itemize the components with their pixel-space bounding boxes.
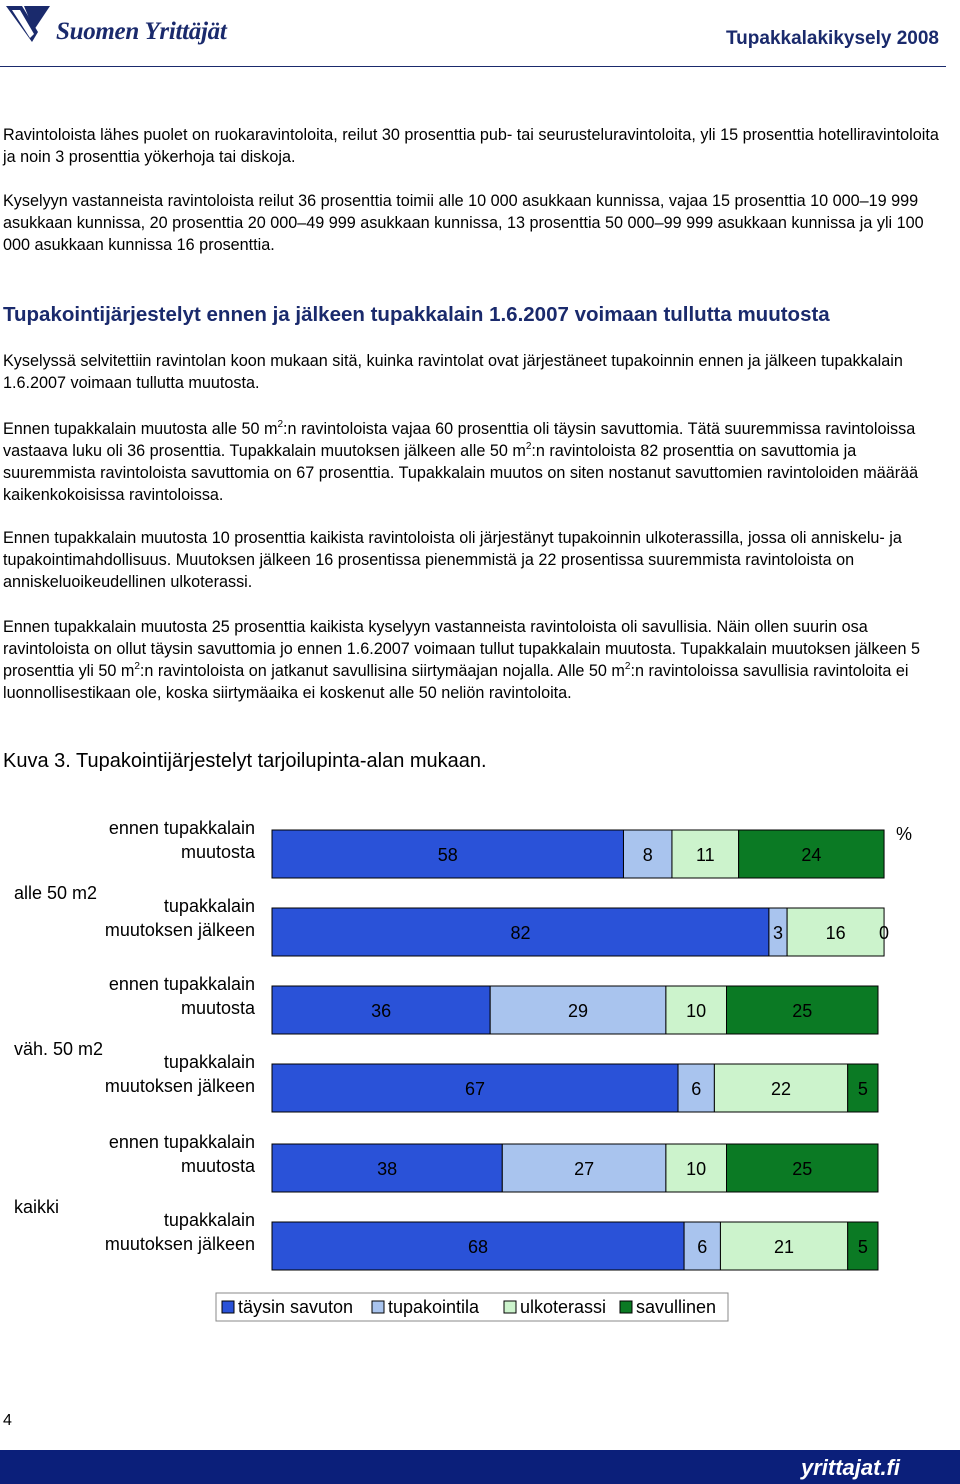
paragraph-3: Kyselyssä selvitettiin ravintolan koon mukaan sitä, kuinka ravintolat ovat järjestäneet tupakoinnin ennen ja jälkeen tupakkalain 1.6.2007 voimaan tullutta muutosta. — [3, 352, 903, 392]
data-label: 29 — [568, 1001, 589, 1021]
paragraph-4: Ennen tupakkalain muutosta alle 50 $m^2:n$ ravintoloista vajaa 60 prosenttia oli täysin savuttomia. Tätä suuremmissa ravintoloissa vastaava luku oli 36 prosenttia. Tupakkalain muutoksen jälkeen alle 50 $m^2:n$ ravintoloista 82 prosenttia on savuttomia ja suuremmista ravintoloista savuttomia on 67 prosenttia. Tupakkalain muutos on siten nostanut savuttomien ravintoloiden määrää kaikenkokoisissa ravintoloissa. — [3, 419, 919, 504]
legend-label: tupakointila — [388, 1297, 480, 1317]
data-label: 0 — [879, 923, 890, 943]
row-label: muutoksen jälkeen — [104, 1076, 255, 1096]
paragraph-1: Ravintoloista lähes puolet on ruokaravintoloita, reilut 30 prosenttia pub- tai seurusteluravintoloita, yli 15 prosenttia hotelliravintoloita ja noin 3 prosenttia yökerhoja tai diskoja. — [3, 126, 939, 166]
data-label: 6 — [691, 1079, 702, 1099]
data-label: 5 — [857, 1079, 868, 1099]
group-label: kaikki — [14, 1197, 60, 1217]
legend-swatch — [222, 1301, 234, 1313]
data-label: 38 — [377, 1159, 398, 1179]
footer-bar — [0, 1450, 960, 1484]
percent-unit-label: % — [896, 824, 913, 844]
data-label: 8 — [642, 845, 653, 865]
data-label: 16 — [825, 923, 846, 943]
data-label: 3 — [773, 923, 784, 943]
data-label: 68 — [468, 1237, 489, 1257]
group-label: alle 50 m2 — [14, 883, 98, 903]
legend-swatch — [504, 1301, 516, 1313]
legend-swatch — [372, 1301, 384, 1313]
data-label: 11 — [695, 845, 715, 865]
document-title: Tupakkalakikysely 2008 — [725, 28, 939, 49]
legend-label: ulkoterassi — [520, 1297, 607, 1317]
data-label: 22 — [771, 1079, 792, 1099]
legend-label: täysin savuton — [238, 1297, 354, 1317]
row-label: tupakkalain — [163, 1052, 255, 1072]
data-label: 25 — [792, 1159, 813, 1179]
section-heading: Tupakointijärjestelyt ennen ja jälkeen tupakkalain 1.6.2007 voimaan tullutta muutosta — [3, 303, 830, 326]
paragraph-6: Ennen tupakkalain muutosta 25 prosenttia kaikista kyselyyn vastanneista ravintoloista oli savullisia. Näin ollen suurin osa ravintoloista on ollut täysin savuttomia jo ennen 1.6.2007 voimaan tullut tupakkalain muutosta. Tupakkalain muutoksen jälkeen 5 prosenttia yli 50 $m^2:n$ ravintoloista on jatkanut savullisina siirtymäajan nojalla. Alle 50 $m^2:n$ ravintoloissa savullisia ravintoloita ei luonnollisestikaan ole, koska siirtymäaika ei koskenut alle 50 neliön ravintoloita. — [3, 618, 920, 702]
row-label: tupakkalain — [163, 1210, 255, 1230]
data-label: 58 — [437, 845, 458, 865]
row-label: ennen tupakkalain — [108, 974, 255, 994]
figure-caption: Kuva 3. Tupakointijärjestelyt tarjoilupinta-alan mukaan. — [3, 750, 487, 772]
row-label: muutoksen jälkeen — [104, 1234, 255, 1254]
data-label: 21 — [774, 1237, 795, 1257]
legend-swatch — [620, 1301, 632, 1313]
data-label: 5 — [857, 1237, 868, 1257]
suomen-yrittajat-logo — [4, 2, 264, 50]
row-label: muutosta — [180, 1156, 255, 1176]
data-label: 24 — [801, 845, 822, 865]
data-label: 25 — [792, 1001, 813, 1021]
row-label: muutosta — [180, 842, 255, 862]
row-label: tupakkalain — [163, 896, 255, 916]
data-label: 82 — [510, 923, 531, 943]
data-label: 10 — [686, 1001, 707, 1021]
data-label: 27 — [574, 1159, 595, 1179]
page-number: 4 — [3, 1412, 12, 1429]
row-label: muutosta — [180, 998, 255, 1018]
stacked-bar-chart — [0, 780, 960, 1340]
row-label: muutoksen jälkeen — [104, 920, 255, 940]
data-label: 10 — [686, 1159, 707, 1179]
row-label: ennen tupakkalain — [108, 1132, 255, 1152]
row-label: ennen tupakkalain — [108, 818, 255, 838]
data-label: 6 — [697, 1237, 708, 1257]
paragraph-2: Kyselyyn vastanneista ravintoloista reilut 36 prosenttia toimii alle 10 000 asukkaan kunnissa, vajaa 15 prosenttia 10 000–19 999 asukkaan kunnissa, 20 prosenttia 20 000–49 999 asukkaan kunnissa, 13 prosenttia 50 000–99 999 asukkaan kunnissa ja yli 100 000 asukkaan kunnissa 16 prosenttia. — [3, 192, 924, 254]
legend-label: savullinen — [636, 1297, 717, 1317]
logo-mark-icon — [4, 2, 54, 48]
group-label: väh. 50 m2 — [14, 1039, 104, 1059]
brand-name: Suomen Yrittäjät — [56, 18, 227, 45]
data-label: 36 — [371, 1001, 392, 1021]
footer-logo: yrittajat.fi — [800, 1455, 900, 1480]
paragraph-5: Ennen tupakkalain muutosta 10 prosenttia kaikista ravintoloista oli järjestänyt tupakoinnin ulkoterassilla, jossa oli anniskelu- ja tupakointimahdollisuus. Muutoksen jälkeen 16 prosentissa pienemmistä ja 22 prosentissa suuremmista ravintoloista on anniskeluoikeudellinen ulkoterassi. — [3, 529, 902, 591]
header-divider — [0, 66, 946, 67]
data-label: 67 — [464, 1079, 486, 1099]
